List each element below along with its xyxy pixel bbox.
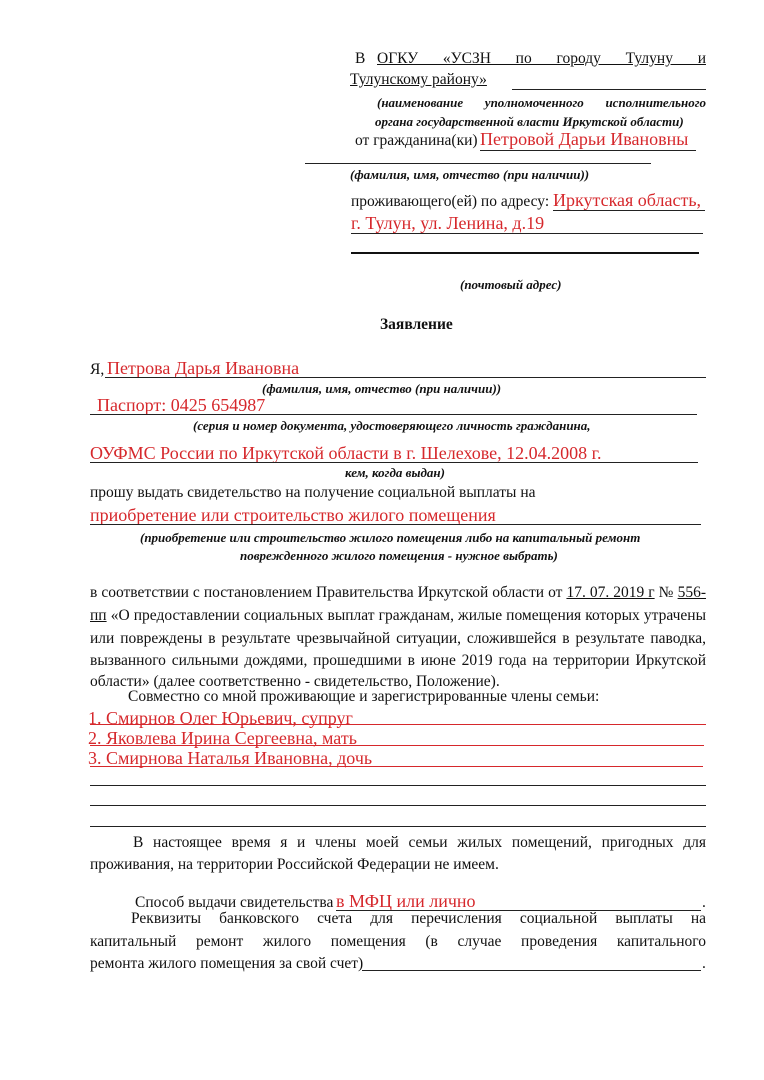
applicant-prefix: Я,	[90, 361, 105, 378]
bank-line1: Реквизиты банковского счета для перечисления социальной выплаты на	[131, 910, 706, 927]
applicant-name: Петрова Дарья Ивановна	[107, 358, 300, 378]
para2-line1: В настоящее время я и члены моей семьи жилых помещений, пригодных для	[133, 834, 706, 851]
family-member-3: 3. Смирнова Наталья Ивановна, дочь	[88, 748, 373, 768]
family-member-1-underline	[90, 724, 706, 725]
para1-line1: в соответствии с постановлением Правительства Иркутской области от 17. 07. 2019 г № 556-	[90, 584, 706, 601]
hint-org-line2: органа государственной власти Иркутской области)	[375, 114, 684, 129]
addressee-org-line2: Тулунскому району»	[350, 71, 487, 88]
addressee-underline	[512, 89, 706, 90]
para1-line3: или повреждены в результате чрезвычайной ситуации, сложившейся в результате паводка,	[90, 630, 706, 647]
family-member-2: 2. Яковлева Ирина Сергеевна, мать	[88, 728, 357, 748]
method-value: в МФЦ или лично	[336, 891, 476, 911]
applicant-name-underline	[105, 377, 706, 378]
passport-underline	[90, 414, 697, 415]
issued-by: ОУФМС России по Иркутской области в г. Шелехове, 12.04.2008 г.	[90, 443, 602, 463]
hint-issued: кем, когда выдан)	[345, 465, 445, 480]
bank-underline	[362, 970, 701, 971]
address-line2: г. Тулун, ул. Ленина, д.19	[351, 213, 545, 233]
from-name-underline	[480, 150, 696, 151]
from-name: Петровой Дарьи Ивановны	[480, 129, 689, 149]
hint-postal: (почтовый адрес)	[460, 277, 562, 292]
address-label: проживающего(ей) по адресу:	[351, 193, 550, 210]
bank-line3: ремонта жилого помещения за свой счет)	[90, 955, 364, 972]
purpose: приобретение или строительство жилого помещения	[90, 505, 496, 525]
blank-line-2	[90, 805, 706, 806]
addressee-org-line1: ОГКУ «УСЗН по городу Тулуну и	[377, 50, 706, 67]
request-text: прошу выдать свидетельство на получение социальной выплаты на	[90, 484, 536, 501]
hint-purpose-line2: поврежденного жилого помещения - нужное выбрать)	[240, 548, 558, 563]
family-member-3-underline	[90, 766, 703, 767]
passport: Паспорт: 0425 654987	[97, 395, 266, 415]
issued-by-underline	[90, 462, 698, 463]
purpose-underline	[90, 524, 701, 525]
para1-line5: области» (далее соответственно - свидетельство, Положение).	[90, 673, 500, 690]
family-member-2-underline	[90, 745, 704, 746]
addressee-prefix: В	[355, 50, 366, 67]
hint-fio-applicant: (фамилия, имя, отчество (при наличии))	[262, 381, 502, 396]
fio-line	[305, 163, 651, 164]
hint-fio-header: (фамилия, имя, отчество (при наличии))	[350, 167, 590, 182]
from-label: от гражданина(ки)	[355, 132, 478, 149]
family-intro: Совместно со мной проживающие и зарегистрированные члены семьи:	[128, 688, 600, 705]
para2-line2: проживания, на территории Российской Федерации не имеем.	[90, 856, 499, 873]
hint-passport: (серия и номер документа, удостоверяющего личность гражданина,	[193, 418, 591, 433]
address-line1: Иркутская область,	[553, 190, 702, 210]
address-line3	[351, 252, 699, 254]
blank-line-1	[90, 785, 706, 786]
hint-org-line1: (наименование уполномоченного исполнительного	[377, 95, 706, 110]
para1-line4: вызванного сильными дождями, прошедшими в июне 2019 года на территории Иркутской	[90, 652, 706, 669]
para1-line2: пп «О предоставлении социальных выплат гражданам, жилые помещения которых утрачены	[90, 607, 706, 624]
family-member-1: 1. Смирнов Олег Юрьевич, супруг	[88, 708, 353, 728]
address-underline1	[553, 210, 705, 211]
document-title: Заявление	[380, 316, 453, 333]
method-label: Способ выдачи свидетельства	[135, 894, 334, 911]
blank-line-3	[90, 826, 706, 827]
bank-end: .	[702, 955, 706, 972]
hint-purpose-line1: (приобретение или строительство жилого помещения либо на капитальный ремонт	[140, 530, 641, 545]
method-end: .	[702, 894, 706, 911]
bank-line2: капитальный ремонт жилого помещения (в случае проведения капитального	[90, 933, 706, 950]
address-underline2	[351, 233, 703, 234]
